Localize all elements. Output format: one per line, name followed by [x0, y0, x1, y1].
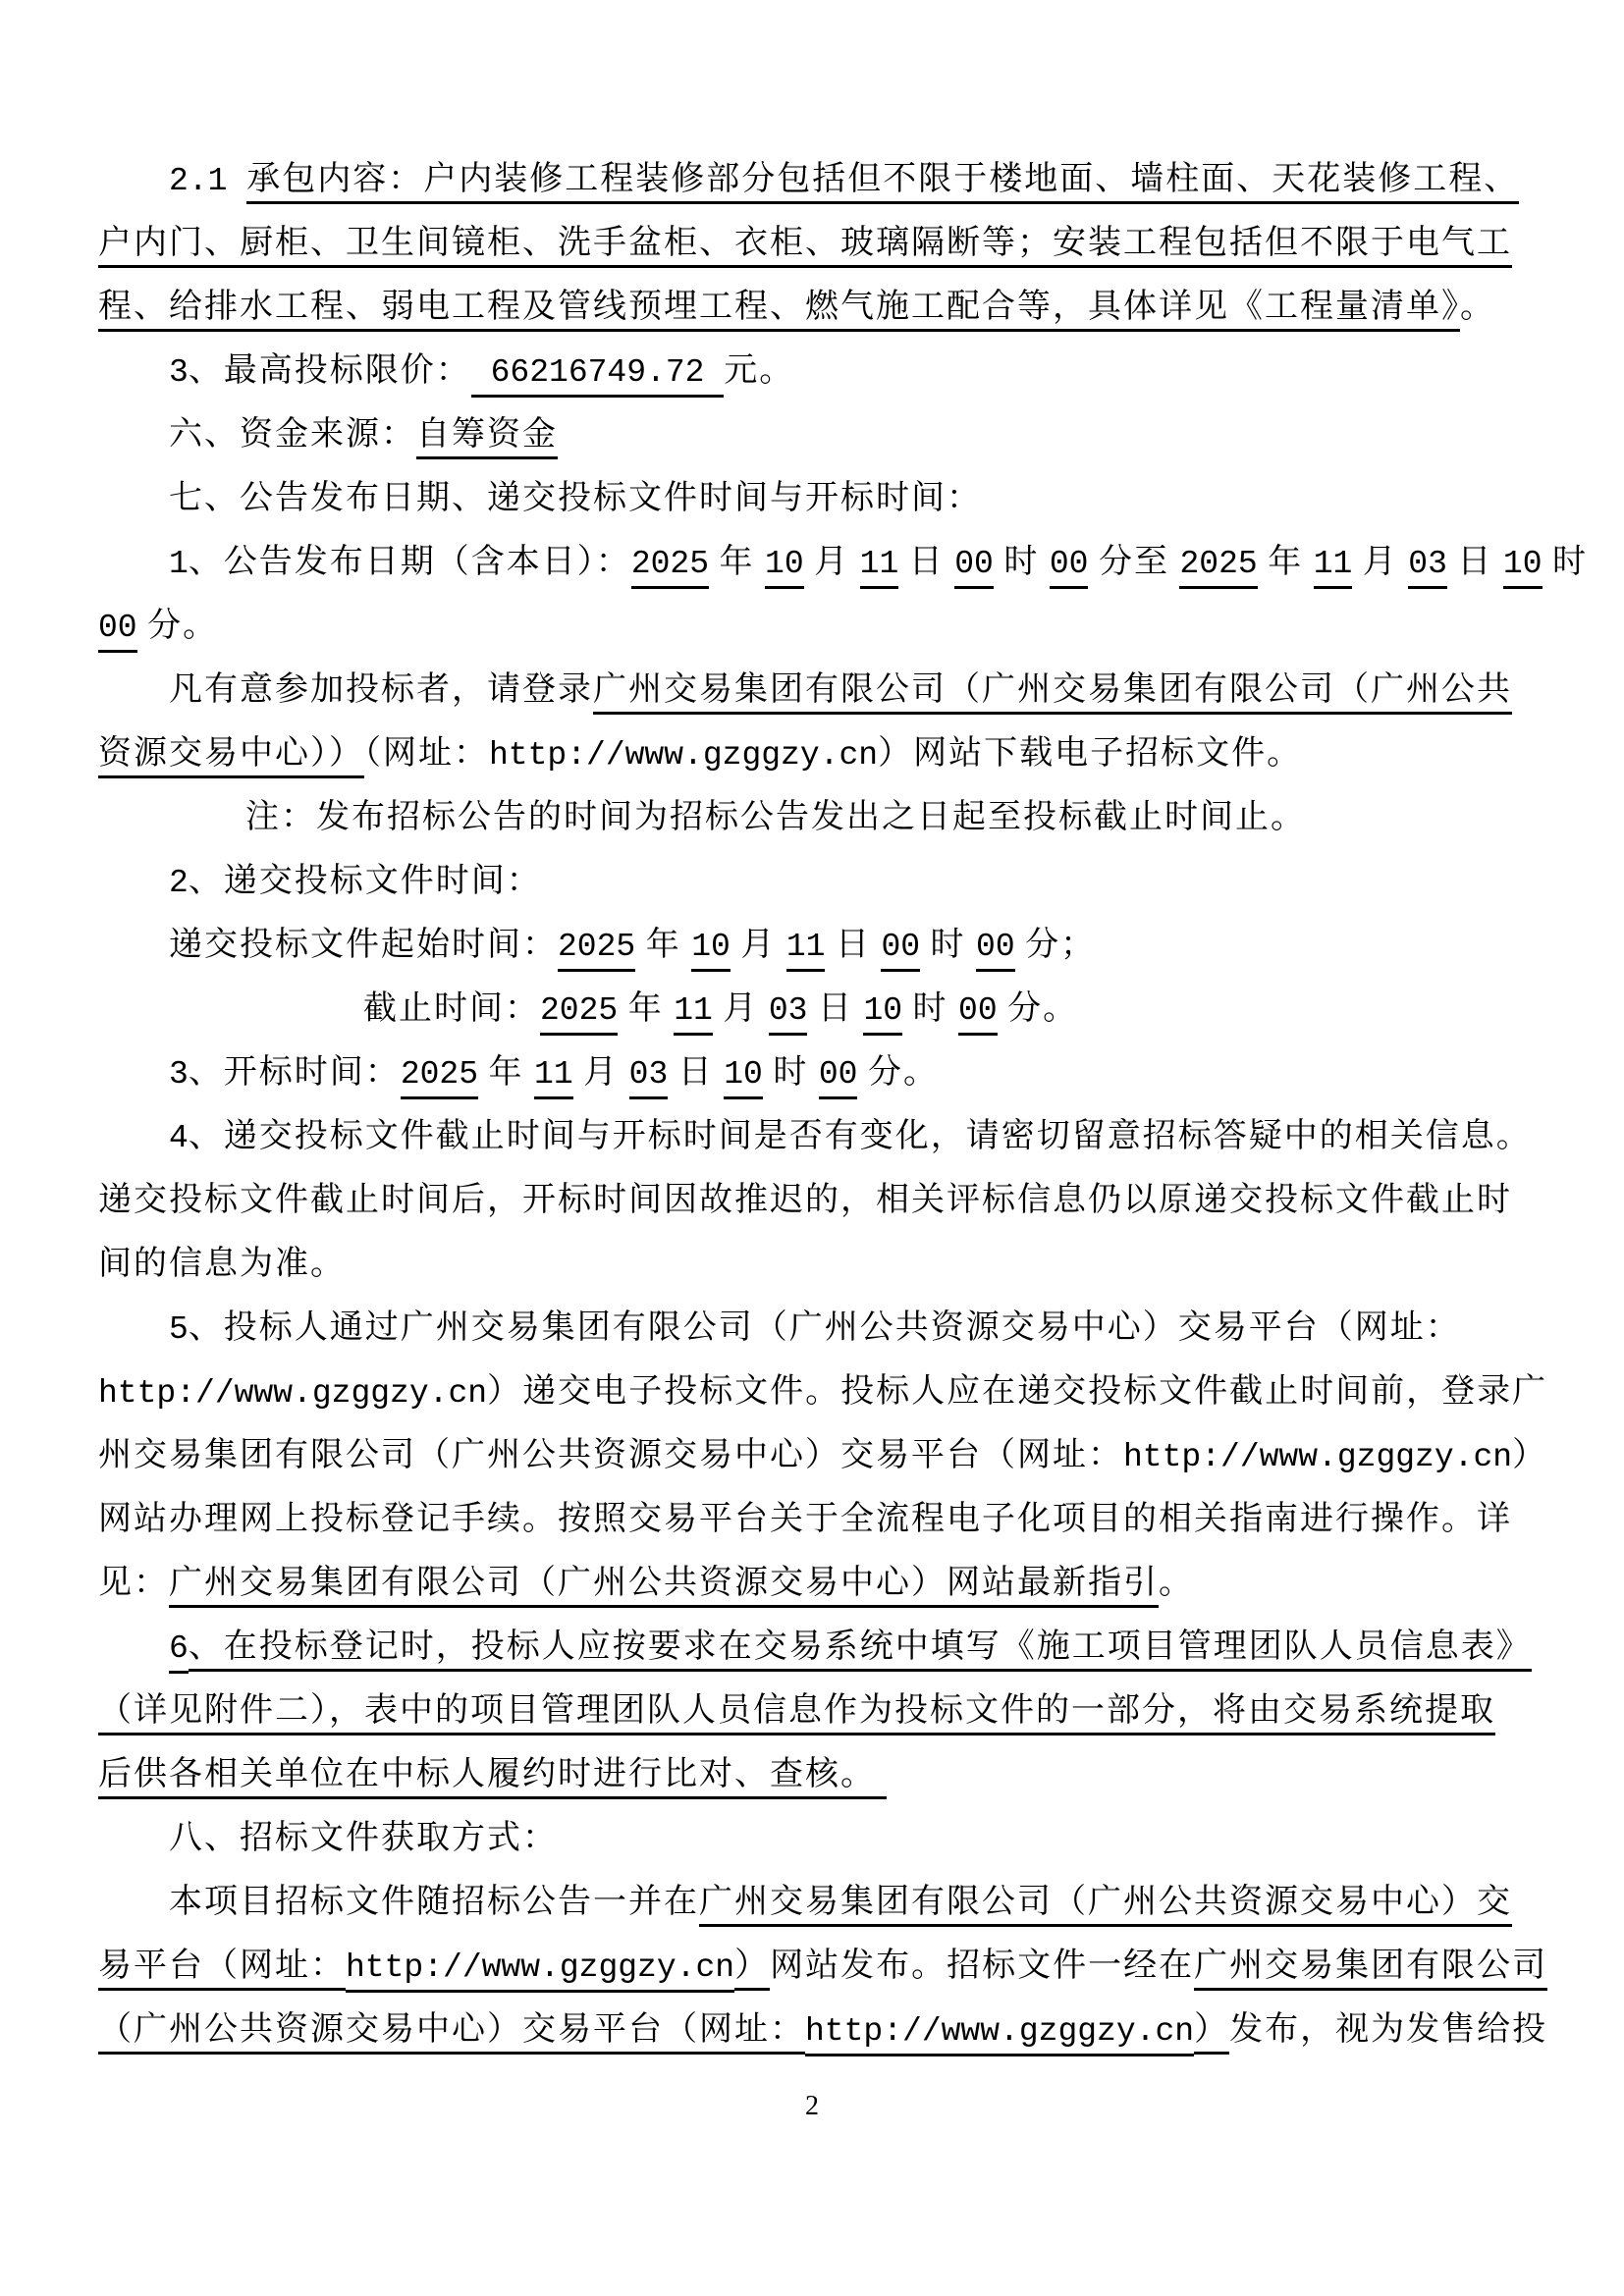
text-line — [98, 1615, 1532, 1679]
mono-text-segment: 2025 — [631, 546, 709, 589]
text-segment: 时 — [902, 990, 959, 1027]
text-segment: 网站办理网上投标登记手续。按照交易平台关于全流程电子化项目的相关指南进行操作。详 — [98, 1501, 1512, 1537]
text-segment: 凡有意参加投标者，请登录 — [169, 671, 593, 708]
para-section-7-heading — [98, 466, 1532, 530]
text-line — [98, 1998, 1548, 2061]
text-segment: 网站发布。招标文件一经在 — [770, 1948, 1195, 1984]
text-segment: 月 — [712, 990, 769, 1027]
mono-text-segment: 4 — [169, 1120, 189, 1156]
para-document-acquisition — [98, 1870, 1548, 2061]
text-segment: 承包内容：户内装修工程装修部分包括但不限于楼地面、墙柱面、天花装修工程、 — [246, 161, 1519, 204]
text-segment: 注：发布招标公告的时间为招标公告发出之日起至投标截止时间止。 — [245, 799, 1306, 835]
text-line — [98, 1679, 1532, 1742]
document-body — [98, 147, 1589, 2061]
mono-text-segment: 00 — [881, 929, 920, 972]
page-number: 2 — [805, 2091, 819, 2121]
text-segment: 七、公告发布日期、递交投标文件时间与开标时间： — [169, 480, 982, 516]
text-segment: 月 — [572, 1054, 629, 1091]
mono-text-segment: 6 — [169, 1630, 189, 1674]
text-segment: 本项目招标文件随招标公告一并在 — [169, 1884, 699, 1920]
text-segment: （详见附件二），表中的项目管理团队人员信息作为投标文件的一部分，将由交易系统提取 — [98, 1692, 1495, 1735]
mono-text-segment: 10 — [1503, 546, 1543, 589]
text-segment: 分； — [1014, 927, 1097, 963]
text-line — [98, 1104, 1532, 1168]
mono-text-segment: 3 — [169, 354, 189, 391]
text-segment: 自筹资金 — [416, 416, 558, 459]
mono-text-segment: http://www.gzggzy.cn — [346, 1949, 734, 1993]
para-submission-deadline — [98, 977, 1532, 1041]
text-line — [98, 275, 1532, 339]
page-footer — [0, 2087, 1624, 2126]
text-segment: 八、招标文件获取方式： — [169, 1820, 558, 1856]
text-segment: 时 — [762, 1054, 819, 1091]
mono-text-segment: http://www.gzggzy.cn — [805, 2013, 1194, 2056]
text-segment: 广州交易集团有限公司（广州公共资源交易中心）网站最新指引 — [169, 1565, 1159, 1608]
text-segment: 、最高投标限价： — [188, 352, 471, 389]
para-submission-start — [98, 913, 1532, 977]
text-segment: ） — [734, 1948, 770, 1991]
text-line — [98, 1742, 1532, 1806]
text-segment: 发布，视为发售给投 — [1229, 2011, 1548, 2048]
text-segment: 程、给排水工程、弱电工程及管线预埋工程、燃气施工配合等，具体详见《工程量清单》 — [98, 289, 1460, 332]
mono-text-segment: 10 — [863, 992, 902, 1036]
text-line — [98, 1934, 1548, 1998]
text-line — [98, 1870, 1532, 1934]
text-segment: 年 — [478, 1054, 535, 1091]
para-funding-source — [98, 402, 1532, 466]
para-registration-info-table — [98, 1615, 1532, 1806]
text-segment: 州交易集团有限公司（广州公共资源交易中心）交易平台（网址： — [98, 1437, 1123, 1473]
text-line — [98, 1423, 1548, 1487]
text-segment: ）递交电子投标文件。投标人应在递交投标文件截止时间前，登录广 — [487, 1373, 1548, 1410]
text-segment: 六、资金来源： — [169, 416, 416, 453]
text-line — [98, 1232, 1532, 1296]
text-segment: 、开标时间： — [188, 1054, 401, 1091]
text-segment: 时 — [993, 544, 1050, 580]
mono-text-segment: 00 — [1050, 546, 1089, 589]
text-segment: （广州公共资源交易中心）交易平台（网址： — [98, 2011, 805, 2055]
mono-text-segment: 2025 — [540, 992, 618, 1036]
text-segment: 年 — [709, 544, 766, 580]
text-segment: 日 — [807, 990, 864, 1027]
mono-text-segment: 10 — [765, 546, 804, 589]
text-segment: 广州交易集团有限公司（广州公共资源交易中心）交 — [699, 1884, 1512, 1927]
mono-text-segment: 2.1 — [169, 163, 247, 199]
text-line — [98, 1041, 1532, 1104]
text-line — [98, 1487, 1532, 1551]
text-segment: 年 — [635, 927, 692, 963]
mono-text-segment: 2025 — [558, 929, 635, 972]
text-line — [98, 849, 1532, 913]
text-segment: 日 — [825, 927, 882, 963]
text-segment: 日 — [1446, 544, 1503, 580]
mono-text-segment: 2 — [169, 865, 189, 901]
text-segment: 时 — [1542, 544, 1589, 580]
mono-text-segment: http://www.gzggzy.cn — [1123, 1439, 1513, 1475]
para-submission-time-heading — [98, 849, 1532, 913]
text-segment: ） — [1194, 2011, 1229, 2055]
mono-text-segment: 03 — [769, 992, 808, 1036]
mono-text-segment: 11 — [674, 992, 713, 1036]
text-line — [98, 1168, 1532, 1232]
mono-text-segment: 00 — [819, 1056, 858, 1099]
text-line — [98, 530, 1589, 594]
text-segment: 后供各相关单位在中标人履约时进行比对、查核。 — [98, 1756, 876, 1799]
text-segment: 年 — [618, 990, 675, 1027]
mono-text-segment: http://www.gzggzy.cn — [98, 1375, 488, 1412]
mono-text-segment: 2025 — [401, 1056, 478, 1099]
mono-text-segment: 11 — [860, 546, 899, 589]
text-segment: 、公告发布日期（含本日）： — [188, 544, 631, 580]
text-segment: 资源交易中心）） — [98, 735, 364, 778]
mono-text-segment: 11 — [534, 1056, 573, 1099]
para-contract-content — [98, 147, 1532, 339]
text-line — [98, 594, 1532, 658]
text-line — [98, 466, 1532, 530]
text-line — [98, 1296, 1532, 1360]
text-segment: 日 — [668, 1054, 725, 1091]
text-line — [98, 1551, 1532, 1615]
para-electronic-submission — [98, 1296, 1548, 1615]
text-segment: 、投标人通过广州交易集团有限公司（广州公共资源交易中心）交易平台（网址： — [188, 1309, 1461, 1346]
text-segment: 分。 — [997, 990, 1079, 1027]
text-segment: ） — [1512, 1437, 1548, 1473]
text-segment: 递交投标文件截止时间后，开标时间因故推迟的，相关评标信息仍以原递交投标文件截止时 — [98, 1182, 1512, 1218]
text-segment: 易平台（网址： — [98, 1948, 346, 1991]
text-line — [98, 147, 1532, 211]
text-segment: 分。 — [136, 608, 219, 644]
para-announcement-period — [98, 530, 1589, 658]
text-segment: 。 — [1460, 289, 1495, 325]
text-segment: 日 — [898, 544, 955, 580]
mono-text-segment: 1 — [169, 546, 189, 582]
mono-text-segment: 00 — [98, 610, 137, 653]
text-segment: 年 — [1257, 544, 1314, 580]
text-segment: 时 — [920, 927, 977, 963]
text-segment: 间的信息为准。 — [98, 1246, 346, 1282]
text-segment: 见： — [98, 1565, 169, 1601]
text-line — [98, 339, 1532, 402]
text-segment: 、递交投标文件截止时间与开标时间是否有变化，请密切留意招标答疑中的相关信息。 — [188, 1118, 1532, 1154]
text-segment: ）网站下载电子招标文件。 — [878, 735, 1303, 772]
mono-text-segment: 66216749.72 — [471, 354, 724, 398]
mono-text-segment: 00 — [954, 546, 994, 589]
text-line — [98, 913, 1532, 977]
text-segment: 。 — [1159, 1565, 1194, 1601]
mono-text-segment: 03 — [629, 1056, 669, 1099]
para-price-limit — [98, 339, 1532, 402]
text-segment: 广州交易集团有限公司 — [1194, 1948, 1547, 1991]
text-line — [98, 402, 1532, 466]
text-segment — [876, 1756, 887, 1799]
text-segment: 月 — [730, 927, 786, 963]
para-note — [98, 785, 1532, 849]
mono-text-segment: 03 — [1408, 546, 1447, 589]
mono-text-segment: 10 — [724, 1056, 763, 1099]
text-line — [98, 211, 1532, 275]
text-segment: 截止时间： — [363, 990, 540, 1027]
para-section-8-heading — [98, 1806, 1532, 1870]
mono-text-segment: 2025 — [1179, 546, 1257, 589]
text-segment: （网址： — [364, 735, 489, 772]
text-segment: 月 — [1352, 544, 1409, 580]
text-segment: 递交投标文件起始时间： — [169, 927, 558, 963]
mono-text-segment: http://www.gzggzy.cn — [489, 737, 879, 774]
text-segment: 分。 — [857, 1054, 939, 1091]
text-line — [98, 1360, 1548, 1423]
text-line — [98, 658, 1532, 721]
para-change-notice — [98, 1104, 1532, 1296]
text-line — [98, 721, 1532, 785]
mono-text-segment: 10 — [691, 929, 731, 972]
text-segment: 广州交易集团有限公司（广州交易集团有限公司（广州公共 — [593, 671, 1512, 715]
mono-text-segment: 3 — [169, 1056, 189, 1093]
text-line — [98, 785, 1532, 849]
text-segment: 、在投标登记时，投标人应按要求在交易系统中填写《施工项目管理团队人员信息表》 — [189, 1629, 1532, 1672]
mono-text-segment: 11 — [1314, 546, 1353, 589]
mono-text-segment: 11 — [786, 929, 826, 972]
para-bid-opening-time — [98, 1041, 1532, 1104]
mono-text-segment: 00 — [958, 992, 998, 1036]
text-segment: 、递交投标文件时间： — [188, 863, 542, 899]
text-line — [98, 1806, 1532, 1870]
mono-text-segment: 00 — [976, 929, 1015, 972]
text-line — [98, 977, 1532, 1041]
text-segment: 月 — [803, 544, 860, 580]
mono-text-segment: 5 — [169, 1311, 189, 1348]
text-segment: 户内门、厨柜、卫生间镜柜、洗手盆柜、衣柜、玻璃隔断等；安装工程包括但不限于电气工 — [98, 225, 1512, 268]
text-segment: 分至 — [1088, 544, 1180, 580]
para-download-instruction — [98, 658, 1532, 785]
text-segment: 元。 — [724, 352, 795, 389]
